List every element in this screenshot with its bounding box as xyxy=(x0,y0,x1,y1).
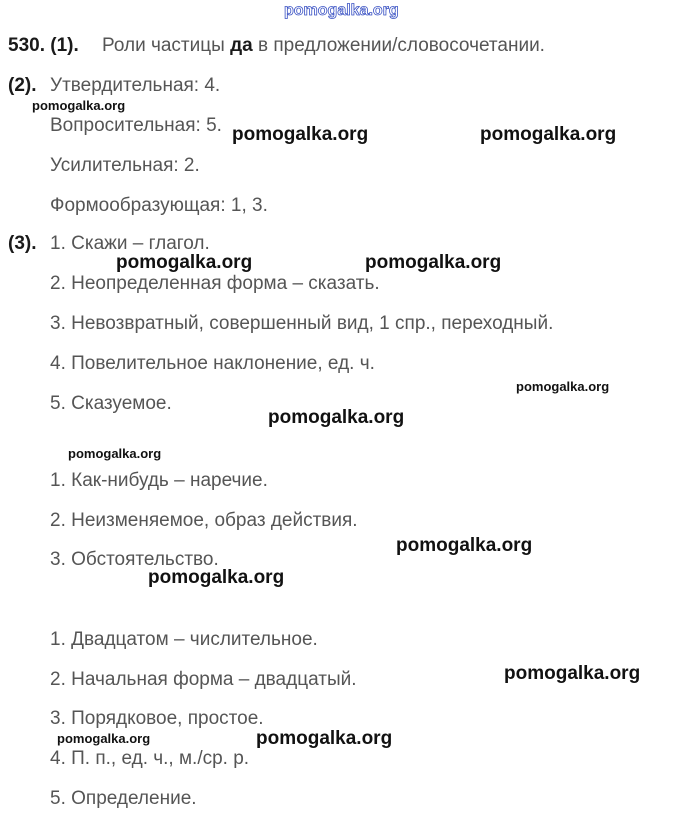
group2-item-1: 1. Как-нибудь – наречие. xyxy=(50,470,268,491)
watermark: pomogalka.org xyxy=(68,446,162,461)
group1-item-5: 5. Сказуемое. xyxy=(50,393,172,414)
watermark: pomogalka.org xyxy=(504,663,641,684)
group2-item-2: 2. Неизменяемое, образ действия. xyxy=(50,510,358,531)
particle-da: да xyxy=(230,35,253,56)
group1-item-1: 1. Скажи – глагол. xyxy=(50,233,210,254)
section2-line-3: Усилительная: 2. xyxy=(50,155,200,176)
watermark: pomogalka.org xyxy=(32,98,126,113)
watermark: pomogalka.org xyxy=(396,535,533,556)
task-number: 530. (1). xyxy=(8,35,79,56)
group1-item-4: 4. Повелительное наклонение, ед. ч. xyxy=(50,353,375,374)
watermark: pomogalka.org xyxy=(232,124,369,145)
top-watermark: pomogalka.org xyxy=(284,2,399,19)
group3-item-2: 2. Начальная форма – двадцатый. xyxy=(50,669,357,690)
group1-item-3: 3. Невозвратный, совершенный вид, 1 спр., переходный. xyxy=(50,313,554,334)
group3-item-1: 1. Двадцатом – числительное. xyxy=(50,629,318,650)
watermark: pomogalka.org xyxy=(116,252,253,273)
section2-line-2: Вопросительная: 5. xyxy=(50,115,222,136)
header-text-before: Роли частицы xyxy=(102,35,225,56)
header-text-after: в предложении/словосочетании. xyxy=(258,35,545,56)
header-text xyxy=(102,34,545,58)
section2-line-4: Формообразующая: 1, 3. xyxy=(50,195,268,216)
group3-item-3: 3. Порядковое, простое. xyxy=(50,708,264,729)
watermark: pomogalka.org xyxy=(516,379,610,394)
section3-marker: (3). xyxy=(8,233,37,254)
section2-line-1: Утвердительная: 4. xyxy=(50,75,221,96)
watermark: pomogalka.org xyxy=(148,567,285,588)
group2-item-3: 3. Обстоятельство. xyxy=(50,549,219,570)
section2-marker: (2). xyxy=(8,75,37,96)
group3-item-5: 5. Определение. xyxy=(50,788,197,809)
group1-item-2: 2. Неопределенная форма – сказать. xyxy=(50,273,380,294)
group3-item-4: 4. П. п., ед. ч., м./ср. р. xyxy=(50,748,250,769)
watermark: pomogalka.org xyxy=(480,124,617,145)
watermark: pomogalka.org xyxy=(268,407,405,428)
watermark: pomogalka.org xyxy=(57,731,151,746)
watermark: pomogalka.org xyxy=(365,252,502,273)
watermark: pomogalka.org xyxy=(256,728,393,749)
